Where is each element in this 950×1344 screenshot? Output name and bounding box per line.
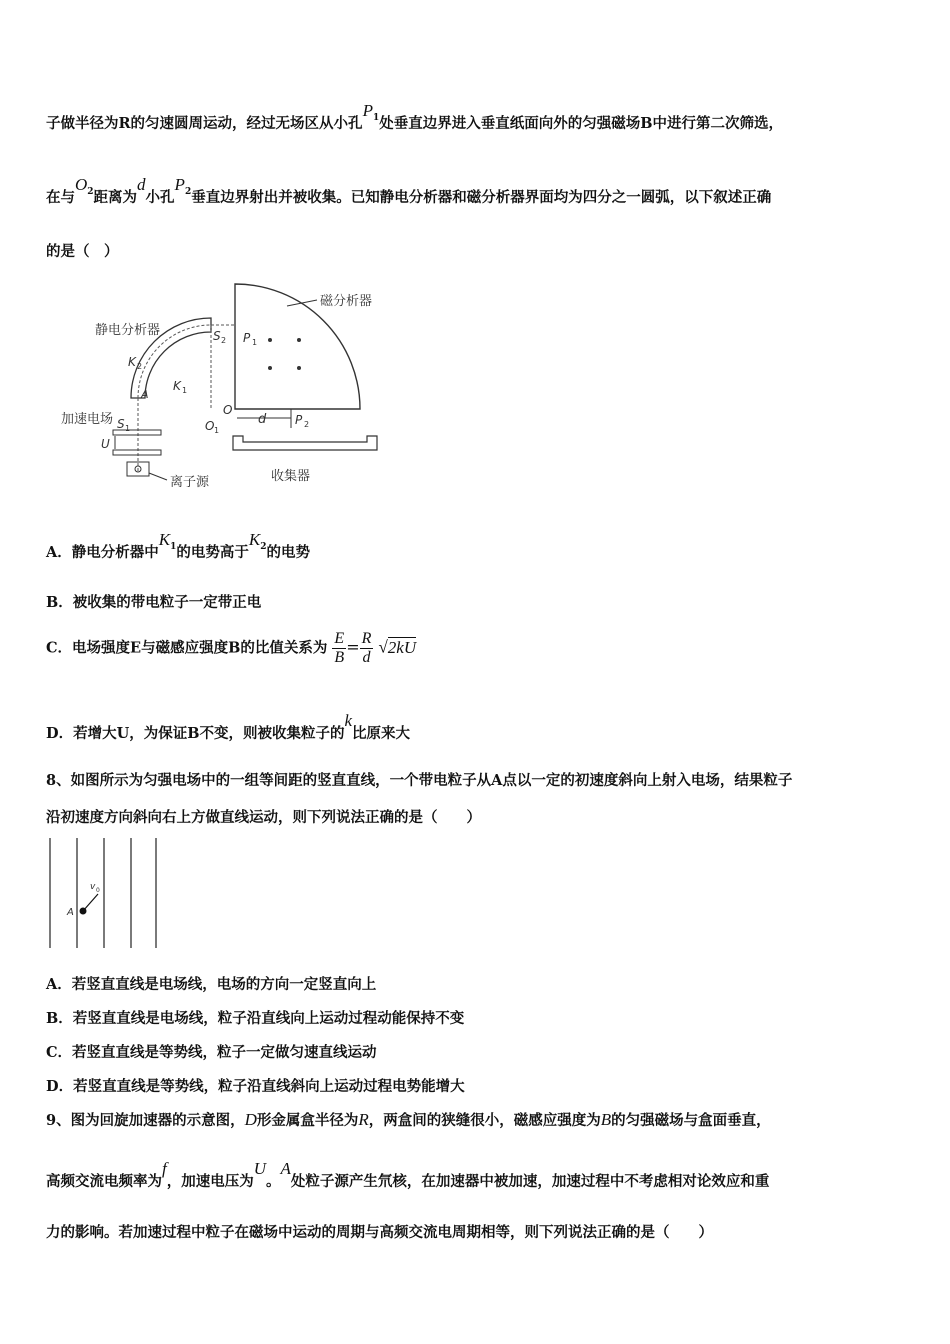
svg-text:A: A [141, 388, 149, 401]
q8-stem-line1: 8、如图所示为匀强电场中的一组等间距的竖直直线，一个带电粒子从A点以一定的初速度斜向上射入电场，结果粒子 [46, 772, 793, 789]
svg-text:A: A [67, 907, 74, 918]
mass-spectrometer-figure [55, 278, 395, 498]
field-lines-figure [44, 836, 164, 950]
svg-text:S: S [213, 329, 221, 343]
svg-text:U: U [101, 437, 110, 451]
q8-option-c: C．若竖直直线是等势线，粒子一定做匀速直线运动 [46, 1044, 377, 1061]
svg-text:静电分析器: 静电分析器 [95, 323, 161, 338]
svg-text:0: 0 [96, 887, 100, 894]
q7-stem-line3: 的是（ ） [46, 243, 119, 260]
svg-text:O: O [223, 403, 233, 417]
q7-option-d: D．若增大U，为保证B不变，则被收集粒子的k比原来大 [46, 711, 411, 742]
svg-text:2: 2 [137, 362, 143, 371]
q8-option-b: B．若竖直直线是电场线，粒子沿直线向上运动过程动能保持不变 [46, 1010, 465, 1027]
svg-text:1: 1 [182, 386, 188, 395]
svg-text:S: S [117, 417, 125, 431]
fraction-e-over-b: $\frac{E}{B}$ [334, 630, 345, 666]
svg-text:收集器: 收集器 [271, 469, 311, 484]
svg-text:K: K [173, 379, 181, 393]
q7-option-c: C．电场强度E与磁感应强度B的比值关系为 $\frac{E}{B}$ = $\frac{R}{d}$ √2kU [46, 630, 417, 666]
svg-text:1: 1 [125, 424, 131, 433]
svg-text:2: 2 [304, 420, 310, 429]
svg-text:1: 1 [214, 426, 220, 435]
q9-stem-line1: 9、图为回旋加速器的示意图，D形金属盒半径为R，两盒间的狭缝很小，磁感应强度为B的匀强磁场与盒面垂直， [46, 1110, 771, 1129]
svg-text:K: K [128, 355, 136, 369]
svg-text:O: O [205, 419, 215, 433]
svg-text:加速电场: 加速电场 [61, 412, 114, 427]
q7-stem-line2: 在与$O^2$距离为d小孔$P^2$垂直边界射出并被收集。已知静电分析器和磁分析器界面均为四分之一圆弧，以下叙述正确 [46, 175, 772, 206]
q9-stem-line3: 力的影响。若加速过程中粒子在磁场中运动的周期与高频交流电周期相等，则下列说法正确的是（ ） [46, 1224, 713, 1241]
fraction-r-over-d: $\frac{R}{d}$ [361, 630, 372, 666]
svg-text:d: d [258, 412, 267, 427]
q9-stem-line2: 高频交流电频率为f，加速电压为U。A处粒子源产生氘核，在加速器中被加速，加速过程中不考虑相对论效应和重 [46, 1159, 770, 1190]
svg-text:v: v [90, 882, 96, 892]
q8-option-a: A．若竖直直线是电场线，电场的方向一定竖直向上 [46, 976, 377, 993]
svg-text:离子源: 离子源 [170, 475, 210, 490]
q8-option-d: D．若竖直直线是等势线，粒子沿直线斜向上运动过程电势能增大 [46, 1078, 465, 1095]
svg-text:2: 2 [221, 336, 227, 345]
svg-text:P: P [295, 413, 303, 427]
svg-text:P: P [243, 331, 251, 345]
svg-text:1: 1 [252, 338, 258, 347]
q7-option-a: A．静电分析器中$K^1$的电势高于$K^2$的电势 [46, 530, 310, 561]
svg-text:磁分析器: 磁分析器 [320, 294, 373, 309]
q7-stem-line1: 子做半径为R的匀速圆周运动，经过无场区从小孔$P^1$处垂直边界进入垂直纸面向外的匀强磁场B中进行第二次筛选， [46, 101, 783, 132]
q8-stem-line2: 沿初速度方向斜向右上方做直线运动，则下列说法正确的是（ ） [46, 809, 481, 826]
q7-option-b: B．被收集的带电粒子一定带正电 [46, 594, 262, 611]
